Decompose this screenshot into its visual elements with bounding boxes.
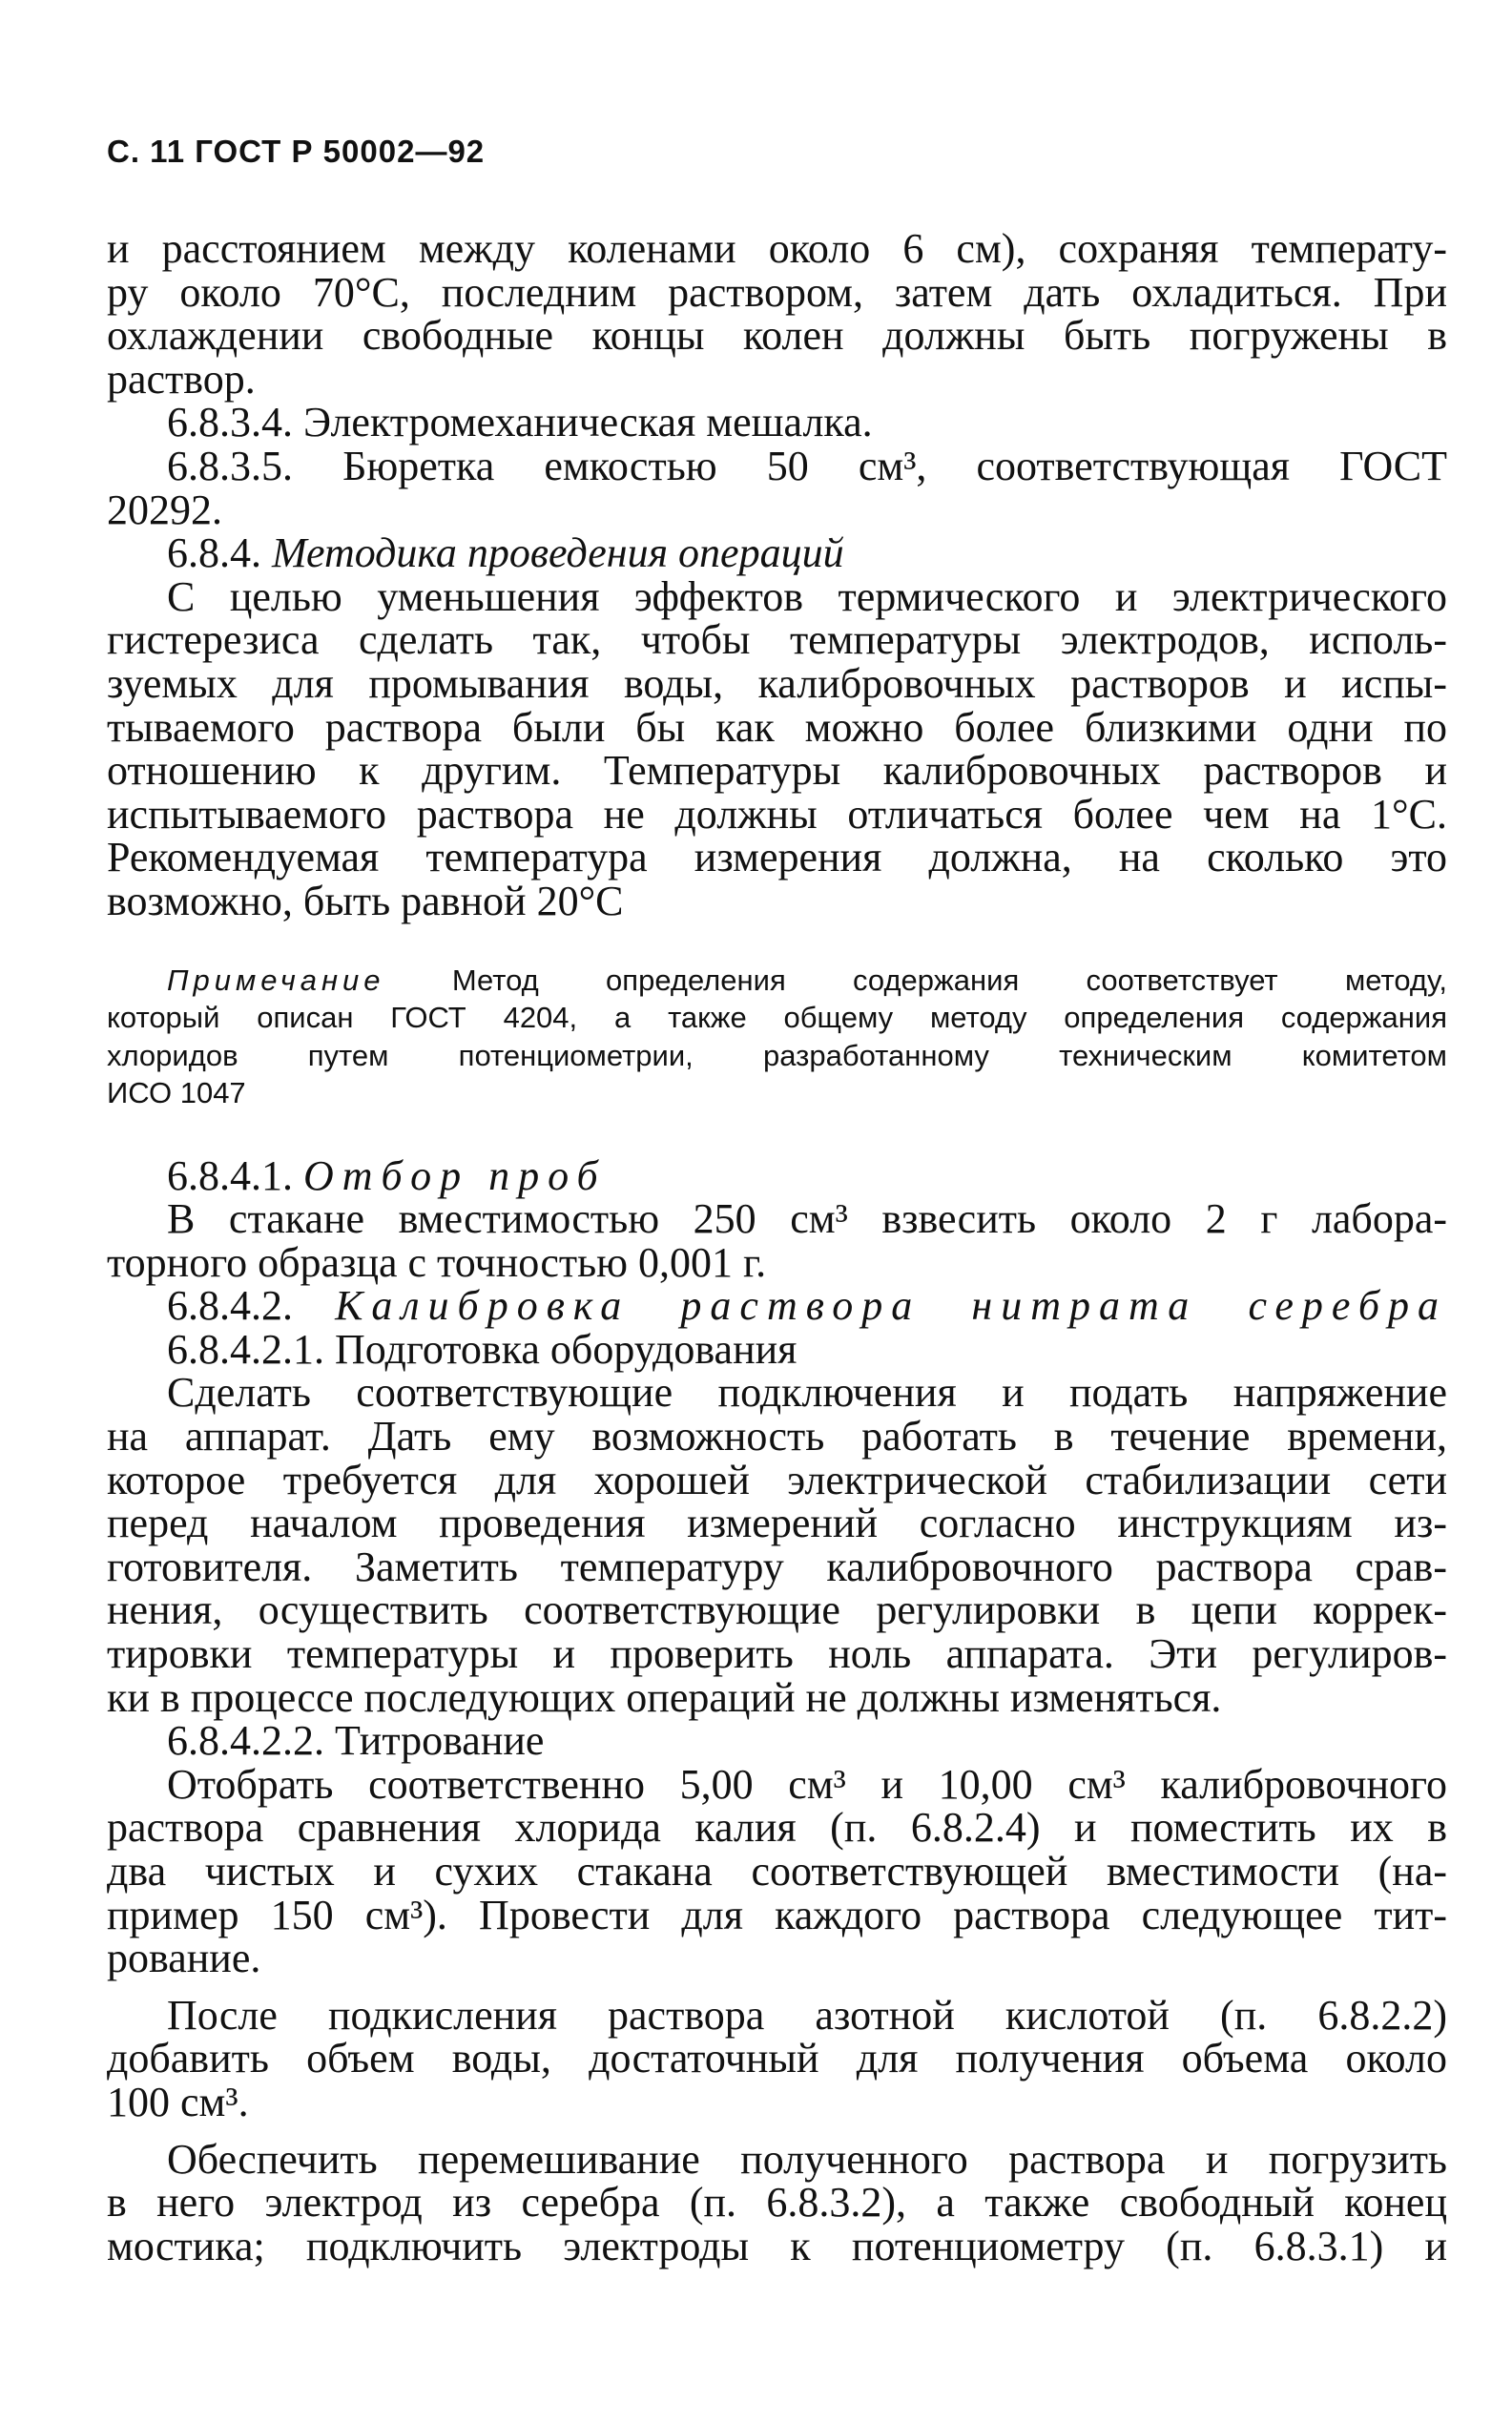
- text-line: ру около 70°С, последним раствором, затем дать охладиться. При: [107, 268, 1447, 316]
- paragraph-acidification: [107, 1991, 1447, 2125]
- section-heading-6-8-4-2: [107, 1284, 1447, 1328]
- text-line: 6.8.3.5. Бюретка емкостью 50 см³, соответствующая ГОСТ: [167, 442, 1447, 489]
- page-header: С. 11 ГОСТ Р 50002—92: [107, 134, 486, 169]
- text-line: С целью уменьшения эффектов термического и электрического: [167, 572, 1447, 620]
- text-line: пример 150 см³). Провести для каждого раствора следующее тит-: [107, 1891, 1447, 1938]
- paragraph-6-8-4-2-1: [107, 1371, 1447, 1719]
- item-6-8-3-4: 6.8.3.4. Электромеханическая мешалка.: [167, 399, 873, 446]
- note-text: Метод определения содержания соответствует методу,: [451, 963, 1447, 997]
- text-line: Сделать соответствующие подключения и подать напряжение: [167, 1369, 1447, 1417]
- text-line: нения, осуществить соответствующие регулировки в цепи коррек-: [107, 1586, 1447, 1634]
- text-line: торного образца с точностью 0,001 г.: [107, 1238, 767, 1286]
- text-line: возможно, быть равной 20°С: [107, 877, 624, 924]
- section-number: 6.8.4.: [167, 529, 261, 577]
- text-line: ки в процессе последующих операций не должны изменяться.: [107, 1673, 1222, 1721]
- note-block: [107, 962, 1447, 1112]
- text-line: рование.: [107, 1935, 261, 1982]
- text-line: После подкисления раствора азотной кислотой (п. 6.8.2.2): [167, 1991, 1447, 2039]
- paragraph-continuation: [107, 227, 1447, 401]
- text-line: раствора сравнения хлорида калия (п. 6.8.2.4) и поместить их в: [107, 1804, 1447, 1852]
- section-heading-6-8-4: [107, 531, 1447, 575]
- text-line: гистерезиса сделать так, чтобы температуры электродов, исполь-: [107, 616, 1447, 664]
- note-label: Примечание: [167, 963, 385, 997]
- text-line: зуемых для промывания воды, калибровочных растворов и испы-: [107, 659, 1447, 707]
- item-6-8-4-2-2: 6.8.4.2.2. Титрование: [167, 1717, 545, 1765]
- text-line: тываемого раствора были бы как можно более близкими одни по: [107, 703, 1447, 751]
- text-line: тировки температуры и проверить ноль аппарата. Эти регулиров-: [107, 1630, 1447, 1678]
- text-line: 100 см³.: [107, 2078, 249, 2125]
- note-line: хлоридов путем потенциометрии, разработанному техническим комитетом: [107, 1038, 1447, 1072]
- text-line: готовителя. Заметить температуру калибровочного раствора срав-: [107, 1543, 1447, 1590]
- paragraph-stirring: [107, 2135, 1447, 2269]
- section-heading-6-8-4-1: [107, 1151, 1447, 1199]
- paragraph-6-8-4: [107, 572, 1447, 924]
- text-line: 20292.: [107, 486, 222, 533]
- text-line: добавить объем воды, достаточный для получения объема около: [107, 2035, 1447, 2082]
- section-title: Калибровка раствора нитрата серебра: [335, 1282, 1448, 1330]
- text-line: Отобрать соответственно 5,00 см³ и 10,00 см³ калибровочного: [167, 1760, 1447, 1808]
- section-title: Методика проведения операций: [272, 529, 844, 577]
- text-line: Рекомендуемая температура измерения должна, на сколько это: [107, 834, 1447, 881]
- paragraph-6-8-4-1: [107, 1197, 1447, 1284]
- text-line: испытываемого раствора не должны отличаться более чем на 1°С.: [107, 790, 1447, 838]
- text-line: два чистых и сухих стакана соответствующей вместимости (на-: [107, 1848, 1447, 1895]
- text-line: перед началом проведения измерений согласно инструкциям из-: [107, 1500, 1447, 1547]
- text-line: на аппарат. Дать ему возможность работать в течение времени,: [107, 1413, 1447, 1461]
- section-number: 6.8.4.2.: [167, 1282, 293, 1330]
- text-line: отношению к другим. Температуры калибровочных растворов и: [107, 747, 1447, 795]
- page-body: [107, 227, 1447, 2268]
- item-6-8-3-5: [107, 442, 1447, 533]
- text-line: в него электрод из серебра (п. 6.8.3.2), а также свободный конец: [107, 2179, 1447, 2227]
- text-line: мостика; подключить электроды к потенциометру (п. 6.8.3.1) и: [107, 2222, 1447, 2269]
- text-line: и расстоянием между коленами около 6 см), сохраняя температу-: [107, 225, 1447, 272]
- text-line: Обеспечить перемешивание полученного раствора и погрузить: [167, 2135, 1447, 2183]
- item-6-8-4-2-1: 6.8.4.2.1. Подготовка оборудования: [167, 1325, 797, 1373]
- text-line: В стакане вместимостью 250 см³ взвесить около 2 г лабора-: [167, 1195, 1447, 1243]
- note-line: который описан ГОСТ 4204, а также общему методу определения содержания: [107, 1001, 1447, 1034]
- note-line: ИСО 1047: [107, 1076, 246, 1109]
- text-line: которое требуется для хорошей электрической стабилизации сети: [107, 1456, 1447, 1503]
- section-number: 6.8.4.1.: [167, 1151, 293, 1199]
- note-line: [107, 962, 1447, 1000]
- text-line: раствор.: [107, 355, 256, 403]
- text-line: охлаждении свободные концы колен должны быть погружены в: [107, 312, 1447, 360]
- paragraph-6-8-4-2-2: [107, 1760, 1447, 1982]
- section-title: Отбор проб: [303, 1151, 607, 1199]
